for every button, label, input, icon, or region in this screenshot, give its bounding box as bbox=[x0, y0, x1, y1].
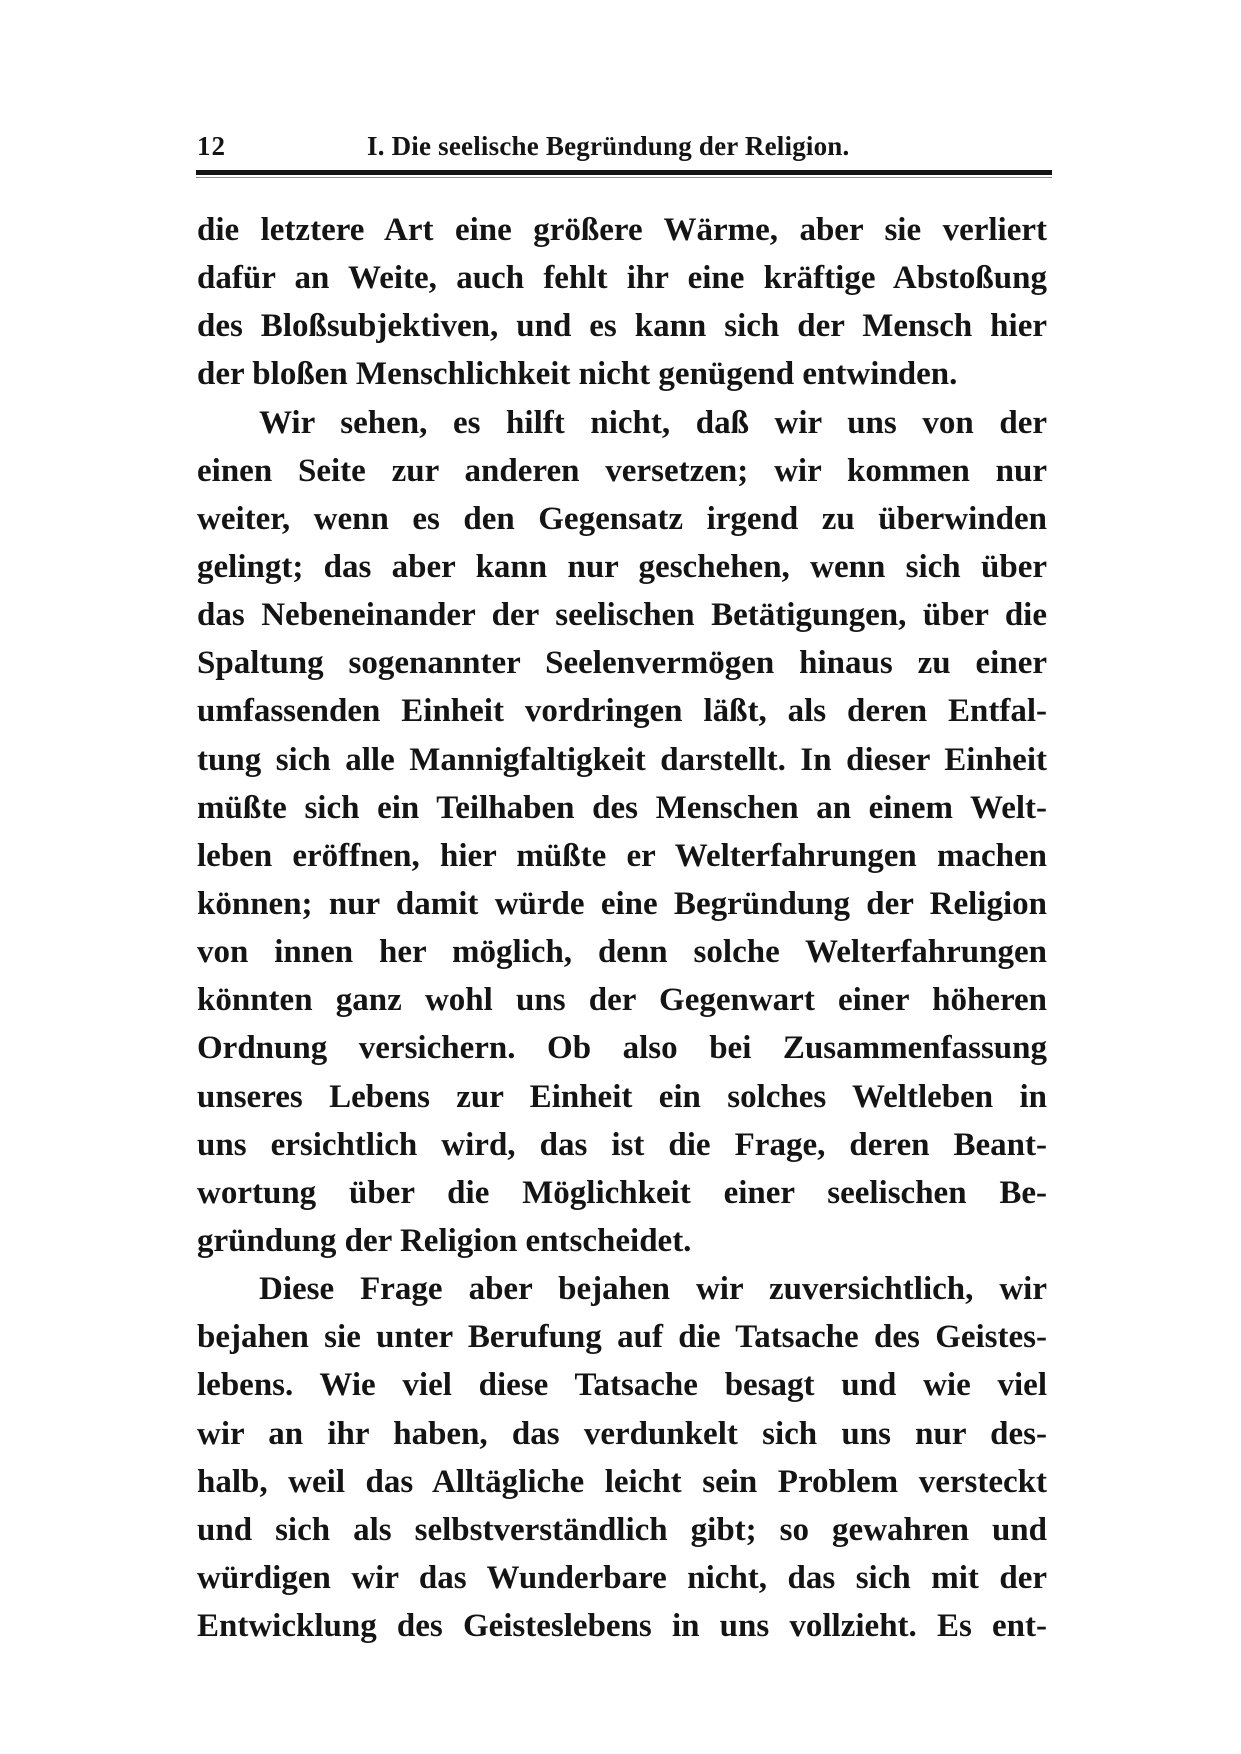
text-line: lebens. Wie viel diese Tatsache besagt und wie viel bbox=[197, 1367, 1047, 1404]
text-line: Wir sehen, es hilft nicht, daß wir uns von der bbox=[259, 404, 1047, 441]
text-line: Ordnung versichern. Ob also bei Zusammenfassung bbox=[197, 1030, 1047, 1067]
text-line: der bloßen Menschlichkeit nicht genügend entwinden. bbox=[197, 356, 958, 393]
running-title: I. Die seelische Begründung der Religion. bbox=[367, 131, 850, 161]
text-line: unseres Lebens zur Einheit ein solches Weltleben in bbox=[197, 1078, 1047, 1115]
text-line: halb, weil das Alltägliche leicht sein Problem versteckt bbox=[197, 1463, 1047, 1500]
text-line: Entwicklung des Geisteslebens in uns vollzieht. Es ent- bbox=[197, 1608, 1047, 1645]
page-number: 12 bbox=[197, 131, 226, 161]
text-line: bejahen sie unter Berufung auf die Tatsache des Geistes- bbox=[197, 1319, 1047, 1356]
text-line: müßte sich ein Teilhaben des Menschen an einem Welt- bbox=[197, 789, 1047, 826]
text-line: würdigen wir das Wunderbare nicht, das sich mit der bbox=[197, 1559, 1047, 1596]
text-line: die letztere Art eine größere Wärme, aber sie verliert bbox=[197, 212, 1047, 248]
text-line: Diese Frage aber bejahen wir zuversichtlich, wir bbox=[259, 1271, 1047, 1308]
text-line: umfassenden Einheit vordringen läßt, als deren Entfal- bbox=[197, 693, 1047, 730]
text-line: des Bloßsubjektiven, und es kann sich der Mensch hier bbox=[197, 308, 1047, 345]
text-line: wir an ihr haben, das verdunkelt sich uns nur des- bbox=[197, 1415, 1047, 1452]
text-line: von innen her möglich, denn solche Welterfahrungen bbox=[197, 934, 1047, 971]
text-line: weiter, wenn es den Gegensatz irgend zu überwinden bbox=[197, 500, 1047, 537]
text-line: leben eröffnen, hier müßte er Welterfahrungen machen bbox=[197, 837, 1047, 874]
text-line: tung sich alle Mannigfaltigkeit darstellt. In dieser Einheit bbox=[197, 741, 1047, 778]
text-line: wortung über die Möglichkeit einer seelischen Be- bbox=[197, 1174, 1047, 1211]
header-rule-thin bbox=[196, 177, 1052, 178]
text-line: einen Seite zur anderen versetzen; wir kommen nur bbox=[197, 452, 1047, 489]
body-text bbox=[197, 206, 1047, 1650]
text-line: und sich als selbstverständlich gibt; so gewahren und bbox=[197, 1511, 1047, 1548]
text-line: Spaltung sogenannter Seelenvermögen hinaus zu einer bbox=[197, 645, 1047, 682]
text-line: gründung der Religion entscheidet. bbox=[197, 1222, 692, 1259]
running-head bbox=[197, 131, 1047, 171]
text-line: uns ersichtlich wird, das ist die Frage, deren Beant- bbox=[197, 1126, 1047, 1163]
text-line: das Nebeneinander der seelischen Betätigungen, über die bbox=[197, 597, 1047, 634]
text-line: dafür an Weite, auch fehlt ihr eine kräftige Abstoßung bbox=[197, 260, 1047, 297]
header-rule bbox=[196, 170, 1052, 175]
text-line: können; nur damit würde eine Begründung der Religion bbox=[197, 885, 1047, 922]
text-line: gelingt; das aber kann nur geschehen, wenn sich über bbox=[197, 548, 1047, 585]
text-line: könnten ganz wohl uns der Gegenwart einer höheren bbox=[197, 982, 1047, 1019]
